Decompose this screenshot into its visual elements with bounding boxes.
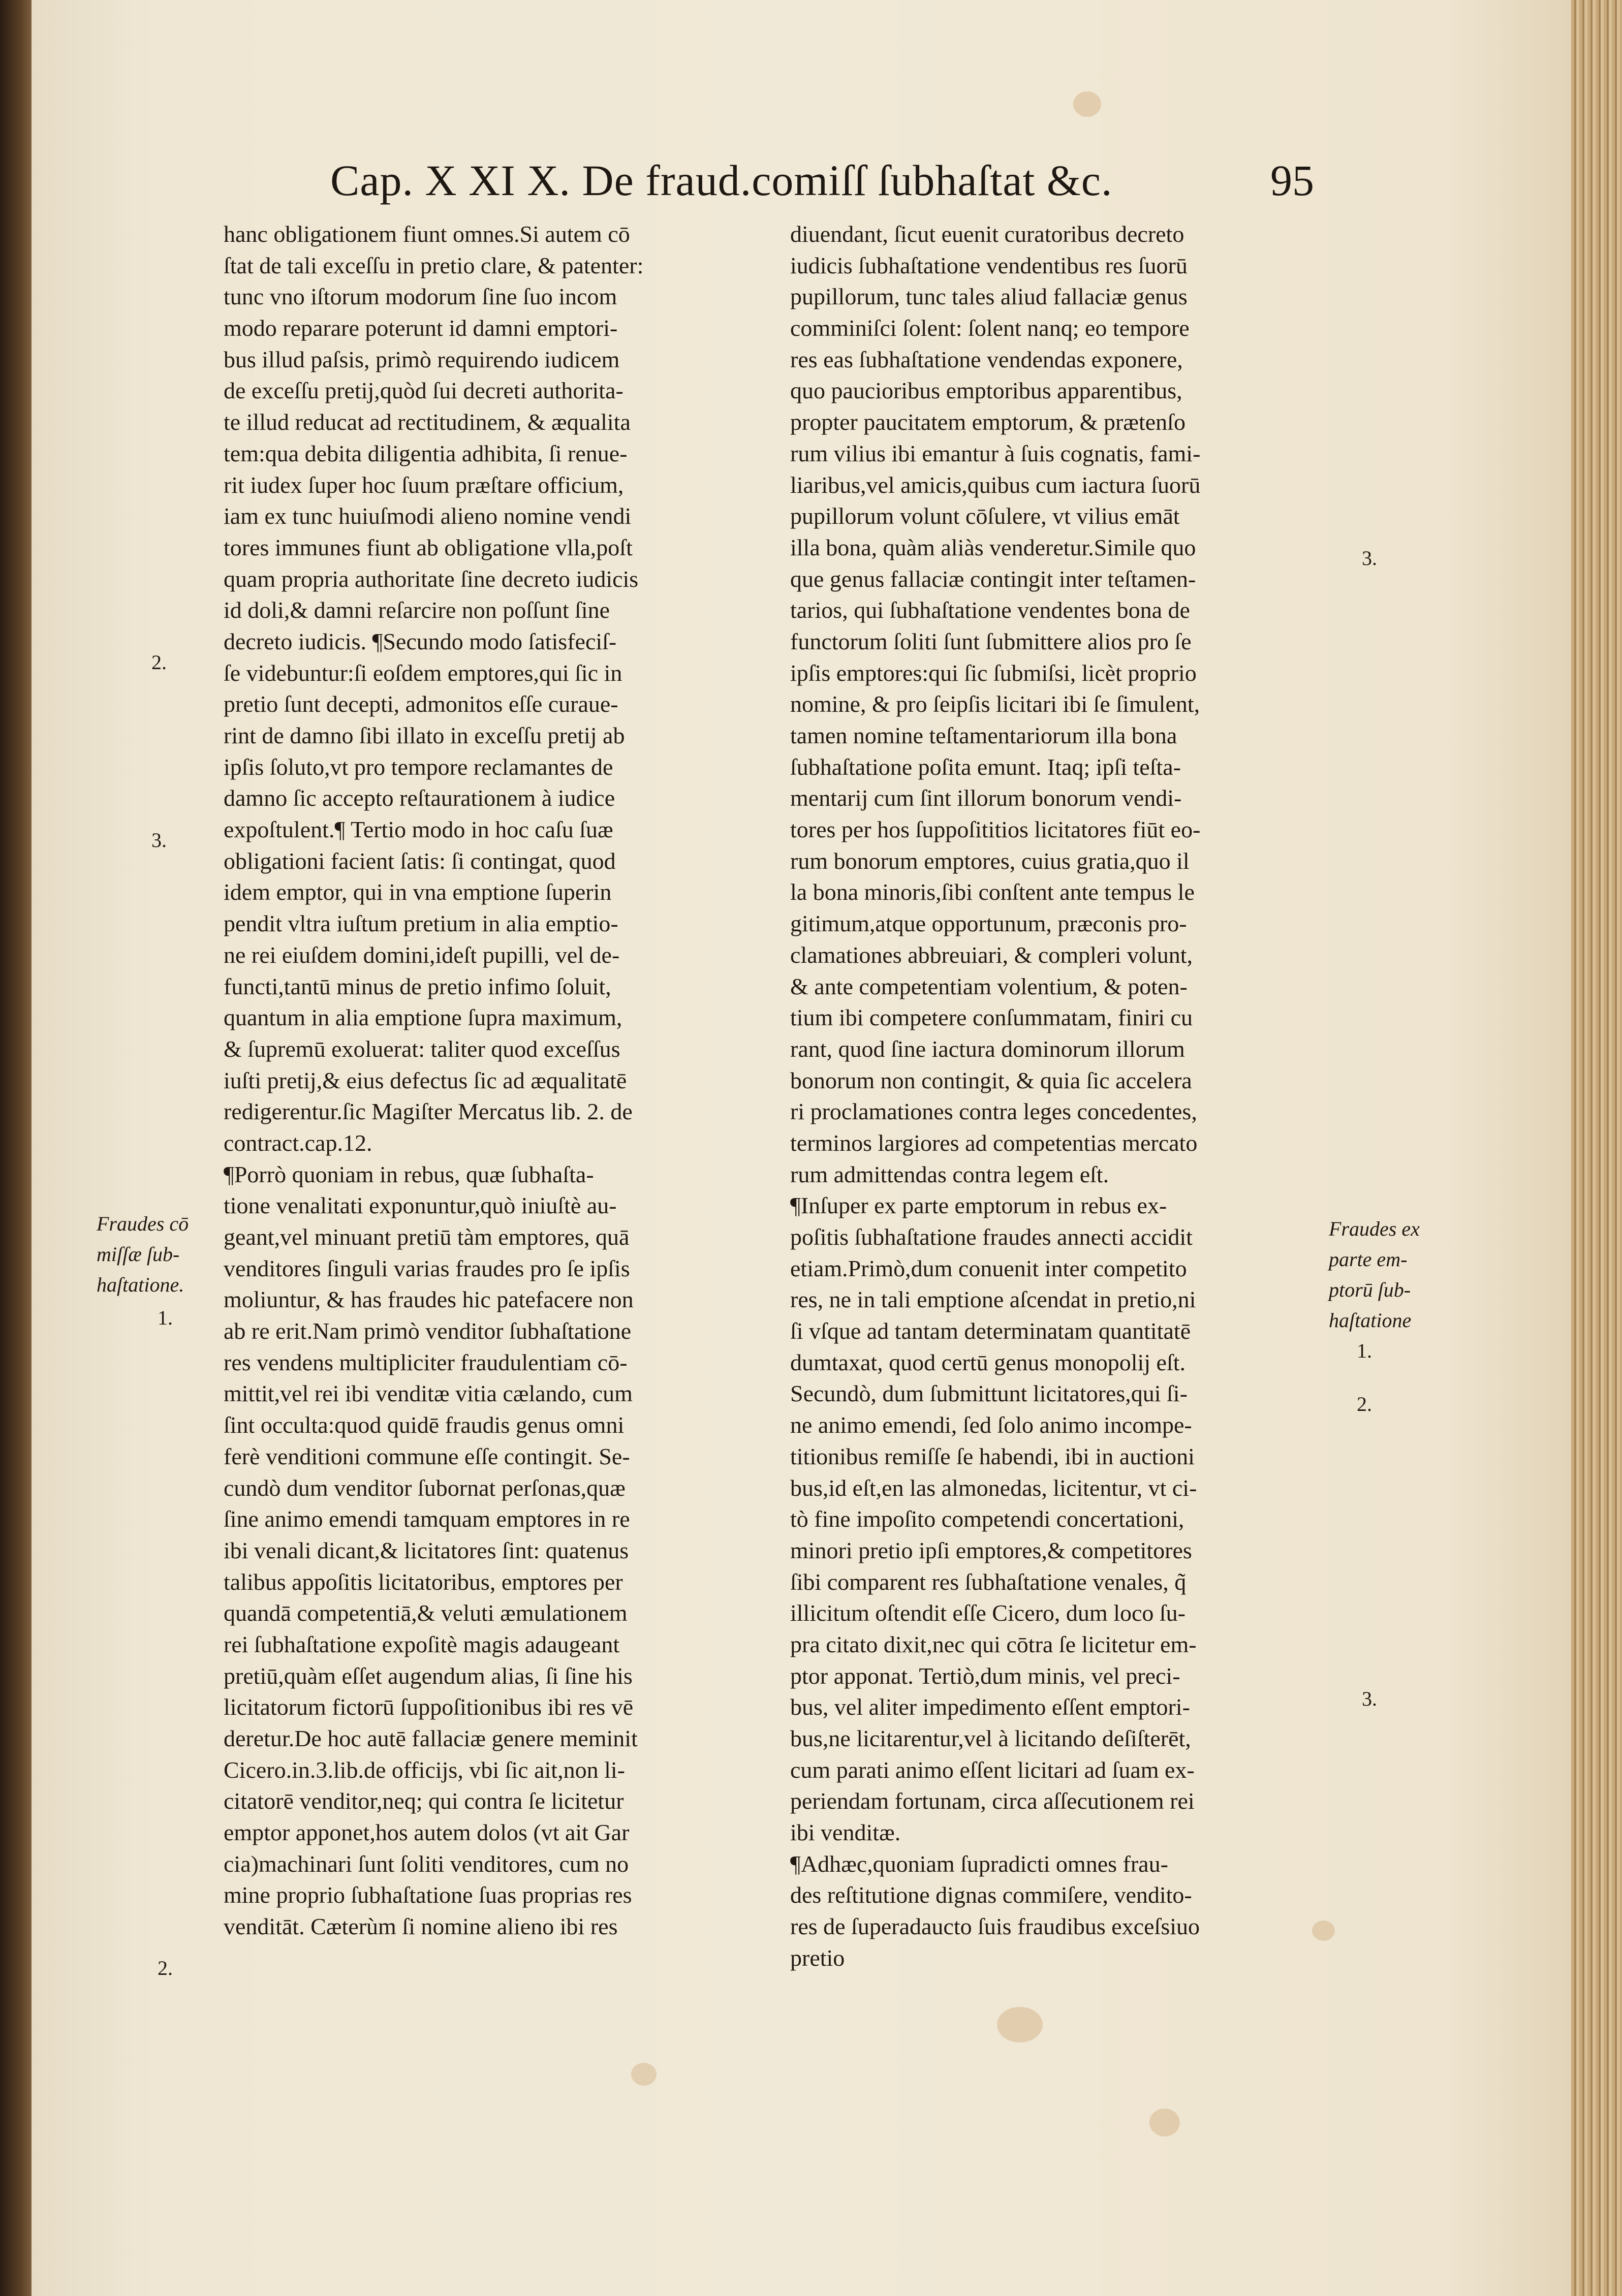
margin-note: Fraudes ex (1329, 1217, 1420, 1240)
text-line: tores immunes fiunt ab obligatione vlla,poſt (224, 534, 633, 560)
text-line: ſubhaſtatione poſita emunt. Itaq; ipſi teſta- (790, 753, 1181, 780)
text-line: pretio (790, 1944, 845, 1971)
margin-number: 1. (158, 1306, 173, 1329)
text-line: res vendens multipliciter fraudulentiam cō- (224, 1349, 628, 1375)
text-line: talibus appoſitis licitatoribus, emptores per (224, 1568, 623, 1595)
text-line: tium ibi competere conſummatam, finiri cu (790, 1004, 1193, 1031)
foxing-spot (631, 2063, 657, 2086)
margin-number: 2. (151, 651, 167, 674)
text-line: rit iudex ſuper hoc ſuum præſtare officium, (224, 471, 624, 498)
book-binding-left (0, 0, 36, 2296)
text-line: periendam fortunam, circa aſſecutionem rei (790, 1788, 1195, 1814)
text-line: ipſis emptores:qui ſic ſubmiſsi, licèt proprio (790, 659, 1197, 686)
text-line: ri proclamationes contra leges concedentes, (790, 1098, 1197, 1125)
text-line: ¶Porrò quoniam in rebus, quæ ſubhaſta- (224, 1161, 594, 1187)
text-line: ſint occulta:quod quidē fraudis genus omni (224, 1412, 625, 1438)
text-line: mine proprio ſubhaſtatione ſuas proprias res (224, 1882, 632, 1908)
text-line: quandā competentiā,& veluti æmulationem (224, 1600, 628, 1626)
text-line: res eas ſubhaſtatione vendendas exponere, (790, 346, 1183, 372)
text-line: Secundò, dum ſubmittunt licitatores,qui ſi- (790, 1380, 1188, 1407)
text-line: bus,ne licitarentur,vel à licitando deſiſterēt, (790, 1725, 1191, 1751)
text-line: quo paucioribus emptoribus apparentibus, (790, 378, 1182, 404)
text-line: rum bonorum emptores, cuius gratia,quo il (790, 847, 1190, 874)
text-line: pretio ſunt decepti, admonitos eſſe curaue- (224, 691, 618, 717)
text-line: ferè venditioni commune eſſe contingit. Se- (224, 1443, 630, 1469)
running-head: Cap. X XI X. De fraud.comiſſ ſubhaſtat &c. (330, 156, 1113, 205)
text-line: tarios, qui ſubhaſtatione vendentes bona de (790, 597, 1190, 623)
text-line: des reſtitutione dignas commiſere, vendito- (790, 1882, 1192, 1908)
text-line: etiam.Primò,dum conuenit inter competito (790, 1255, 1187, 1281)
text-line: illicitum oſtendit eſſe Cicero, dum loco ſu- (790, 1600, 1186, 1626)
text-line: rum admittendas contra legem eſt. (790, 1161, 1109, 1187)
text-line: cundò dum venditor ſubornat perſonas,quæ (224, 1474, 626, 1501)
text-line: venditāt. Cæterùm ſi nomine alieno ibi res (224, 1913, 618, 1940)
text-line: tò fine impoſito competendi concertationi, (790, 1506, 1184, 1532)
text-line: pretiū,quàm eſſet augendum alias, ſi ſine his (224, 1662, 633, 1689)
text-line: licitatorum fictorū ſuppoſitionibus ibi res vē (224, 1694, 634, 1720)
text-line: ne animo emendi, ſed ſolo animo incompe- (790, 1412, 1192, 1438)
text-line: res, ne in tali emptione aſcendat in pretio,ni (790, 1286, 1196, 1313)
text-line: tunc vno iſtorum modorum ſine ſuo incom (224, 284, 617, 310)
text-line: rum vilius ibi emantur à ſuis cognatis, fami- (790, 440, 1201, 466)
text-line: obligationi facient ſatis: ſi contingat, quod (224, 847, 616, 874)
text-line: ibi venali dicant,& licitatores ſint: quatenus (224, 1537, 629, 1563)
page-edges-right (1571, 0, 1622, 2296)
text-line: & ante competentiam volentium, & poten- (790, 973, 1188, 999)
text-line: pupillorum, tunc tales aliud fallaciæ genus (790, 284, 1188, 310)
text-line: titionibus remiſſe ſe habendi, ibi in auctioni (790, 1443, 1195, 1469)
left-text-column (224, 218, 752, 1942)
text-line: moliuntur, & has fraudes hic patefacere non (224, 1286, 634, 1313)
text-line: ptor apponat. Tertiò,dum minis, vel preci- (790, 1662, 1180, 1689)
text-line: de exceſſu pretij,quòd ſui decreti authorita- (224, 378, 623, 404)
text-line: ne rei eiuſdem domini,ideſt pupilli, vel de- (224, 941, 620, 968)
text-line: propter paucitatem emptorum, & prætenſo (790, 409, 1186, 435)
text-line: ſibi comparent res ſubhaſtatione venales, q̃ (790, 1568, 1187, 1595)
text-line: tores per hos ſuppoſititios licitatores fiūt eo- (790, 816, 1201, 843)
margin-number: 2. (158, 1957, 173, 1979)
text-line: iuſti pretij,& eius defectus ſic ad æqualitatē (224, 1067, 627, 1093)
text-line: iudicis ſubhaſtatione vendentibus res ſuorū (790, 252, 1188, 278)
text-line: bus, vel aliter impedimento eſſent emptori- (790, 1694, 1190, 1720)
text-line: ibi venditæ. (790, 1819, 901, 1846)
text-line: citatorē venditor,neq; qui contra ſe licitetur (224, 1788, 624, 1814)
margin-number: 1. (1357, 1339, 1372, 1362)
text-line: que genus fallaciæ contingit inter teſtamen- (790, 565, 1196, 592)
margin-note: Fraudes cō (97, 1212, 189, 1235)
text-line: gitimum,atque opportunum, præconis pro- (790, 910, 1187, 937)
text-line: contract.cap.12. (224, 1129, 372, 1156)
text-line: ſe videbuntur:ſi eoſdem emptores,qui ſic in (224, 659, 622, 686)
text-line: diuendant, ſicut euenit curatoribus decreto (790, 221, 1184, 247)
foxing-spot (997, 2007, 1043, 2042)
text-line: pupillorum volunt cōſulere, vt vilius emāt (790, 503, 1180, 529)
margin-note: haſtatione. (97, 1273, 184, 1296)
text-line: expoſtulent.¶ Tertio modo in hoc caſu ſuæ (224, 816, 613, 843)
page-number: 95 (1270, 156, 1314, 205)
text-line: functi,tantū minus de pretio infimo ſoluit, (224, 973, 611, 999)
text-line: pendit vltra iuſtum pretium in alia emptio- (224, 910, 618, 937)
text-line: illa bona, quàm aliàs venderetur.Simile quo (790, 534, 1196, 560)
text-line: & ſupremū exoluerat: taliter quod exceſſus (224, 1035, 620, 1062)
text-line: ipſis ſoluto,vt pro tempore reclamantes de (224, 753, 613, 780)
text-line: liaribus,vel amicis,quibus cum iactura ſuorū (790, 471, 1201, 498)
text-line: clamationes abbreuiari, & compleri volunt, (790, 941, 1193, 968)
text-line: decreto iudicis. ¶Secundo modo ſatisfeciſ- (224, 628, 617, 654)
text-line: quam propria authoritate ſine decreto iudicis (224, 565, 639, 592)
text-line: tem:qua debita diligentia adhibita, ſi renue- (224, 440, 628, 466)
text-line: modo reparare poterunt id damni emptori- (224, 315, 618, 341)
foxing-spot (1073, 91, 1101, 117)
text-line: hanc obligationem fiunt omnes.Si autem cō (224, 221, 630, 247)
text-line: terminos largiores ad competentias mercato (790, 1129, 1198, 1156)
text-line: nomine, & pro ſeipſis licitari ibi ſe ſimulent, (790, 691, 1200, 717)
text-line: mittit,vel rei ibi venditæ vitia cælando, cum (224, 1380, 633, 1407)
text-line: tione venalitati exponuntur,quò iniuſtè au- (224, 1192, 617, 1219)
text-line: ab re erit.Nam primò venditor ſubhaſtatione (224, 1318, 632, 1344)
text-line: bus illud paſsis, primò requirendo iudicem (224, 346, 620, 372)
text-line: minori pretio ipſi emptores,& competitores (790, 1537, 1192, 1563)
text-line: poſitis ſubhaſtatione fraudes annecti accidit (790, 1224, 1193, 1250)
text-line: comminiſci ſolent: ſolent nanq; eo tempore (790, 315, 1190, 341)
margin-number: 3. (1362, 1687, 1377, 1710)
text-line: ſtat de tali exceſſu in pretio clare, & patenter: (224, 252, 644, 278)
text-line: deretur.De hoc autē fallaciæ genere meminit (224, 1725, 638, 1751)
text-line: emptor apponet,hos autem dolos (vt ait Gar (224, 1819, 630, 1846)
text-line: pra citato dixit,nec qui cōtra ſe licitetur em- (790, 1631, 1197, 1657)
text-line: ¶Inſuper ex parte emptorum in rebus ex- (790, 1192, 1167, 1219)
text-line: cia)machinari ſunt ſoliti venditores, cum no (224, 1850, 629, 1877)
text-line: venditores ſinguli varias fraudes pro ſe ipſis (224, 1255, 630, 1281)
text-line: te illud reducat ad rectitudinem, & æqualita (224, 409, 631, 435)
foxing-spot (1149, 2109, 1180, 2136)
text-line: cum parati animo eſſent licitari ad ſuam ex- (790, 1756, 1195, 1783)
text-line: iam ex tunc huiuſmodi alieno nomine vendi (224, 503, 632, 529)
text-line: damno ſic accepto reſtaurationem à iudice (224, 785, 615, 811)
text-line: bus,id eſt,en las almonedas, licitentur, vt ci- (790, 1474, 1197, 1501)
margin-number: 3. (1362, 547, 1377, 570)
margin-note: parte em- (1329, 1248, 1408, 1271)
margin-number: 3. (151, 829, 167, 852)
text-line: mentarij cum ſint illorum bonorum vendi- (790, 785, 1182, 811)
margin-note: miſſæ ſub- (97, 1243, 180, 1266)
text-line: Cicero.in.3.lib.de officijs, vbi ſic ait,non li- (224, 1756, 625, 1783)
text-line: tamen nomine teſtamentariorum illa bona (790, 722, 1177, 748)
text-line: dumtaxat, quod certū genus monopolij eſt. (790, 1349, 1186, 1375)
text-line: idem emptor, qui in vna emptione ſuperin (224, 879, 612, 905)
right-text-column (790, 218, 1319, 1974)
text-line: bonorum non contingit, & quia ſic accelera (790, 1067, 1192, 1093)
text-line: quantum in alia emptione ſupra maximum, (224, 1004, 622, 1031)
margin-number: 2. (1357, 1393, 1372, 1416)
text-line: rei ſubhaſtatione expoſitè magis adaugeant (224, 1631, 620, 1657)
text-line: ¶Adhæc,quoniam ſupradicti omnes frau- (790, 1850, 1168, 1877)
text-line: rant, quod ſine iactura dominorum illorum (790, 1035, 1185, 1062)
text-line: redigerentur.ſic Magiſter Mercatus lib. 2. de (224, 1098, 633, 1125)
text-line: geant,vel minuant pretiū tàm emptores, quā (224, 1224, 630, 1250)
text-line: res de ſuperadaucto ſuis fraudibus exceſsiuo (790, 1913, 1200, 1940)
margin-note: haſtatione (1329, 1309, 1412, 1332)
text-line: ſine animo emendi tamquam emptores in re (224, 1506, 630, 1532)
margin-note: ptorū ſub- (1329, 1278, 1411, 1301)
text-line: ſi vſque ad tantam determinatam quantitatē (790, 1318, 1191, 1344)
text-line: id doli,& damni reſarcire non poſſunt ſine (224, 597, 610, 623)
text-line: functorum ſoliti ſunt ſubmittere alios pro ſe (790, 628, 1192, 654)
text-line: rint de damno ſibi illato in exceſſu pretij ab (224, 722, 625, 748)
text-line: la bona minoris,ſibi conſtent ante tempus le (790, 879, 1195, 905)
